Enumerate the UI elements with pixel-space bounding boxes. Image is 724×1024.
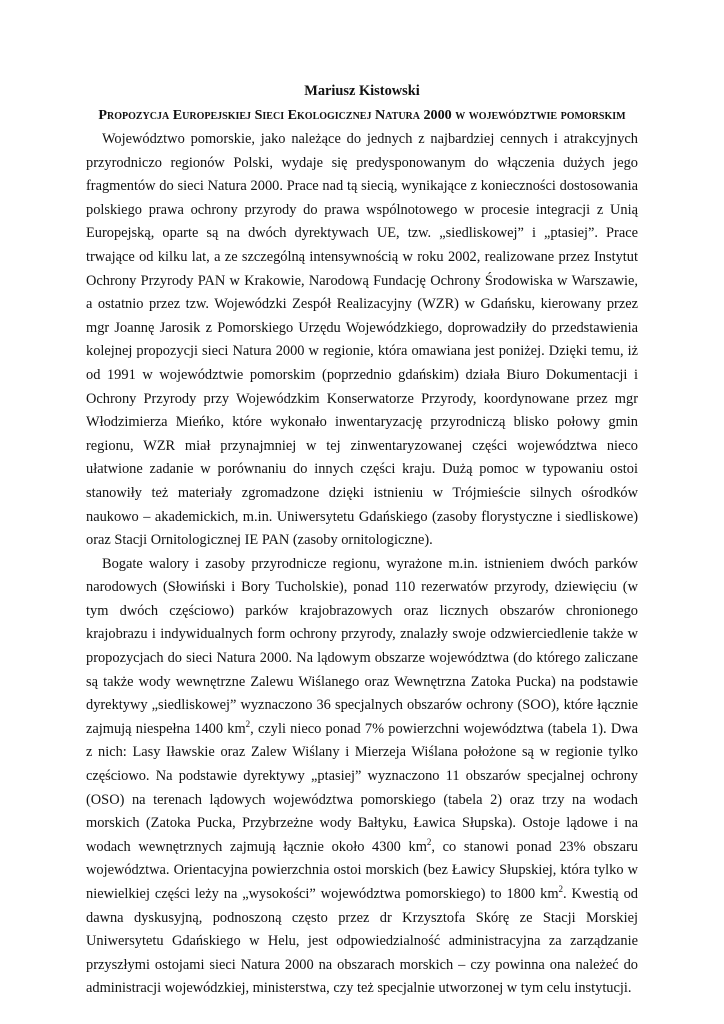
document-page bbox=[86, 80, 638, 1001]
paragraph-2-text-3: , co stanowi ponad 23% obszaru województwa. Orientacyjna powierzchnia ostoi morskich (bez Ławicy Słupskiej, która tylko w niewielkiej części leży na „wysokości” województwa pomorskiego) to 1800 km bbox=[86, 838, 638, 902]
author-name: Mariusz Kistowski bbox=[304, 83, 420, 99]
paragraph-2 bbox=[86, 553, 638, 1001]
paragraph-2-text-2: , czyli nieco ponad 7% powierzchni województwa (tabela 1). Dwa z nich: Lasy Iławskie oraz Zalew Wiślany i Mierzeja Wiślana położone są w regionie tylko częściowo. Na podstawie dyrektywy „ptasiej” wyznaczono 11 obszarów specjalnej ochrony (OSO) na terenach lądowych województwa pomorskiego (tabela 2) oraz trzy na wodach morskich (Zatoka Pucka, Przybrzeżne wody Bałtyku, Ławica Słupska). Ostoje lądowe i na wodach wewnętrznych zajmują łącznie około 4300 km bbox=[86, 720, 639, 855]
document-title: Propozycja Europejskiej Sieci Ekologicznej Natura 2000 w województwie pomorskim bbox=[98, 107, 626, 123]
paragraph-1: Województwo pomorskie, jako należące do jednych z najbardziej cennych i atrakcyjnych przyrodniczo regionów Polski, wydaje się predysponowanym do włączenia dużych jego fragmentów do sieci Natura 2000. Prace nad tą siecią, wynikające z konieczności dostosowania polskiego prawa ochrony przyrody do prawa wspólnotowego w procesie integracji z Unią Europejską, oparte są na dwóch dyrektywach UE, tzw. „siedliskowej” i „ptasiej”. Prace trwające od kilku lat, a ze szczególną intensywnością w roku 2002, realizowane przez Instytut Ochrony Przyrody PAN w Krakowie, Narodową Fundację Ochrony Środowiska w Warszawie, a ostatnio przez tzw. Wojewódzki Zespół Realizacyjny (WZR) w Gdańsku, kierowany przez mgr Joannę Jarosik z Pomorskiego Urzędu Wojewódzkiego, doprowadziły do przedstawienia kolejnej propozycji sieci Natura 2000 w regionie, która omawiana jest poniżej. Dzięki temu, iż od 1991 w województwie pomorskim (poprzednio gdańskim) działa Biuro Dokumentacji i Ochrony Przyrody przy Wojewódzkim Konserwatorze Przyrody, koordynowane przez mgr Włodzimierza Mieńko, które wykonało inwentaryzację przyrodniczą blisko połowy gmin regionu, WZR miał przynajmniej w tej zinwentaryzowanej części województwa nieco ułatwione zadanie w porównaniu do innych części kraju. Dużą pomoc w typowaniu ostoi stanowiły też materiały zgromadzone dzięki istnieniu w Trójmieście silnych ośrodków naukowo – akademickich, m.in. Uniwersytetu Gdańskiego (zasoby florystyczne i siedliskowe) oraz Stacji Ornitologicznej IE PAN (zasoby ornitologiczne). bbox=[86, 131, 638, 549]
superscript-km2-2: 2 bbox=[426, 837, 432, 848]
superscript-km2-1: 2 bbox=[245, 719, 251, 730]
paragraph-2-text-4: . Kwestią od dawna dyskusyjną, podnoszoną często przez dr Krzysztofa Skórę ze Stacji Morskiej Uniwersytetu Gdańskiego w Helu, jest odpowiedzialność administracyjna za zarządzanie przyszłymi ostojami sieci Natura 2000 na obszarach morskich – czy powinna ona należeć do administracji wojewódzkiej, ministerstwa, czy też specjalnie utworzonej w tym celu instytucji. bbox=[86, 886, 638, 997]
superscript-km2-3: 2 bbox=[558, 884, 564, 895]
paragraph-2-text-1: Bogate walory i zasoby przyrodnicze regionu, wyrażone m.in. istnieniem dwóch parków narodowych (Słowiński i Bory Tucholskie), ponad 110 rezerwatów przyrody, dziewięciu (w tym dwóch częściowo) parków krajobrazowych oraz licznych obszarów chronionego krajobrazu i indywidualnych form ochrony przyrody, znalazły swoje odzwierciedlenie także w propozycjach do sieci Natura 2000. Na lądowym obszarze województwa (do którego zaliczane są także wody wewnętrzne Zalewu Wiślanego oraz Wewnętrzna Zatoka Pucka) na podstawie dyrektywy „siedliskowej” wyznaczono 36 specjalnych obszarów ochrony (SOO), które łącznie zajmują niespełna 1400 km bbox=[86, 555, 638, 737]
